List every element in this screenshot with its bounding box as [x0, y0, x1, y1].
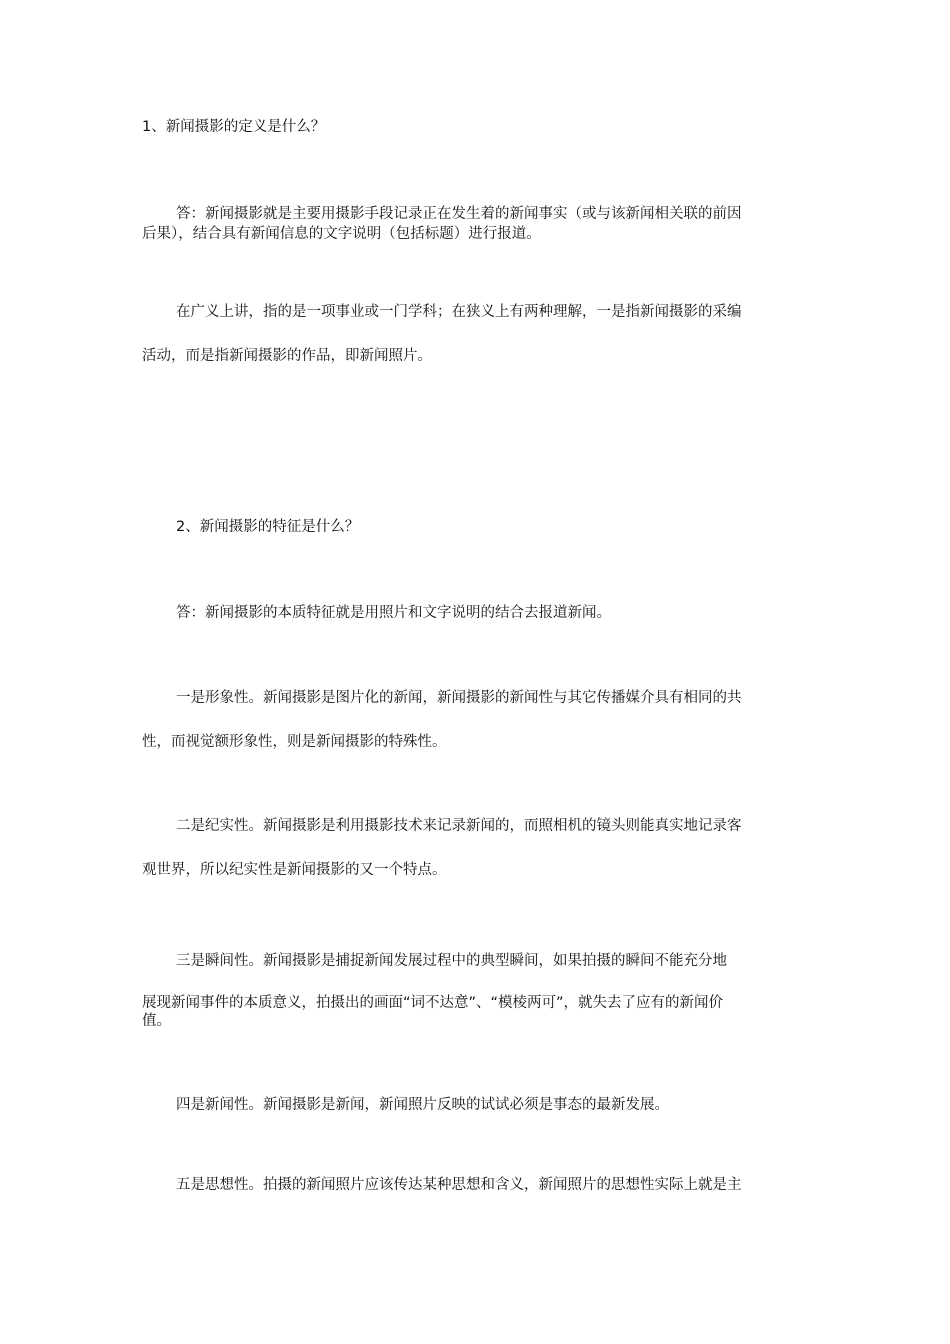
q2-point-3-line-1: 三是瞬间性。新闻摄影是捕捉新闻发展过程中的典型瞬间，如果拍摄的瞬间不能充分地	[176, 953, 727, 969]
q1-paragraph-2-line-1: 在广义上讲，指的是一项事业或一门学科；在狭义上有两种理解，一是指新闻摄影的采编	[176, 304, 742, 320]
q2-point-1-line-1: 一是形象性。新闻摄影是图片化的新闻，新闻摄影的新闻性与其它传播媒介具有相同的共	[176, 690, 742, 706]
q2-point-3-line-3: 值。	[142, 1013, 171, 1029]
q1-paragraph-2-line-2: 活动，而是指新闻摄影的作品，即新闻照片。	[142, 348, 432, 364]
question-2-heading: 2、新闻摄影的特征是什么？	[176, 519, 360, 535]
q2-point-5-line-1: 五是思想性。拍摄的新闻照片应该传达某种思想和含义，新闻照片的思想性实际上就是主	[176, 1177, 742, 1193]
q2-point-2-line-1: 二是纪实性。新闻摄影是利用摄影技术来记录新闻的，而照相机的镜头则能真实地记录客	[176, 818, 742, 834]
question-1-heading: 1、新闻摄影的定义是什么？	[142, 119, 326, 135]
q2-answer: 答：新闻摄影的本质特征就是用照片和文字说明的结合去报道新闻。	[176, 605, 611, 621]
q1-answer-line-2: 后果），结合具有新闻信息的文字说明（包括标题）进行报道。	[142, 226, 541, 242]
q2-point-1-line-2: 性，而视觉额形象性，则是新闻摄影的特殊性。	[142, 734, 447, 750]
q2-point-2-line-2: 观世界，所以纪实性是新闻摄影的又一个特点。	[142, 862, 447, 878]
q2-point-3-line-2: 展现新闻事件的本质意义，拍摄出的画面“词不达意”、“模棱两可”，就失去了应有的新闻价	[142, 995, 724, 1011]
q1-answer-line-1: 答：新闻摄影就是主要用摄影手段记录正在发生着的新闻事实（或与该新闻相关联的前因	[176, 206, 742, 222]
q2-point-4: 四是新闻性。新闻摄影是新闻，新闻照片反映的试试必须是事态的最新发展。	[176, 1097, 669, 1113]
